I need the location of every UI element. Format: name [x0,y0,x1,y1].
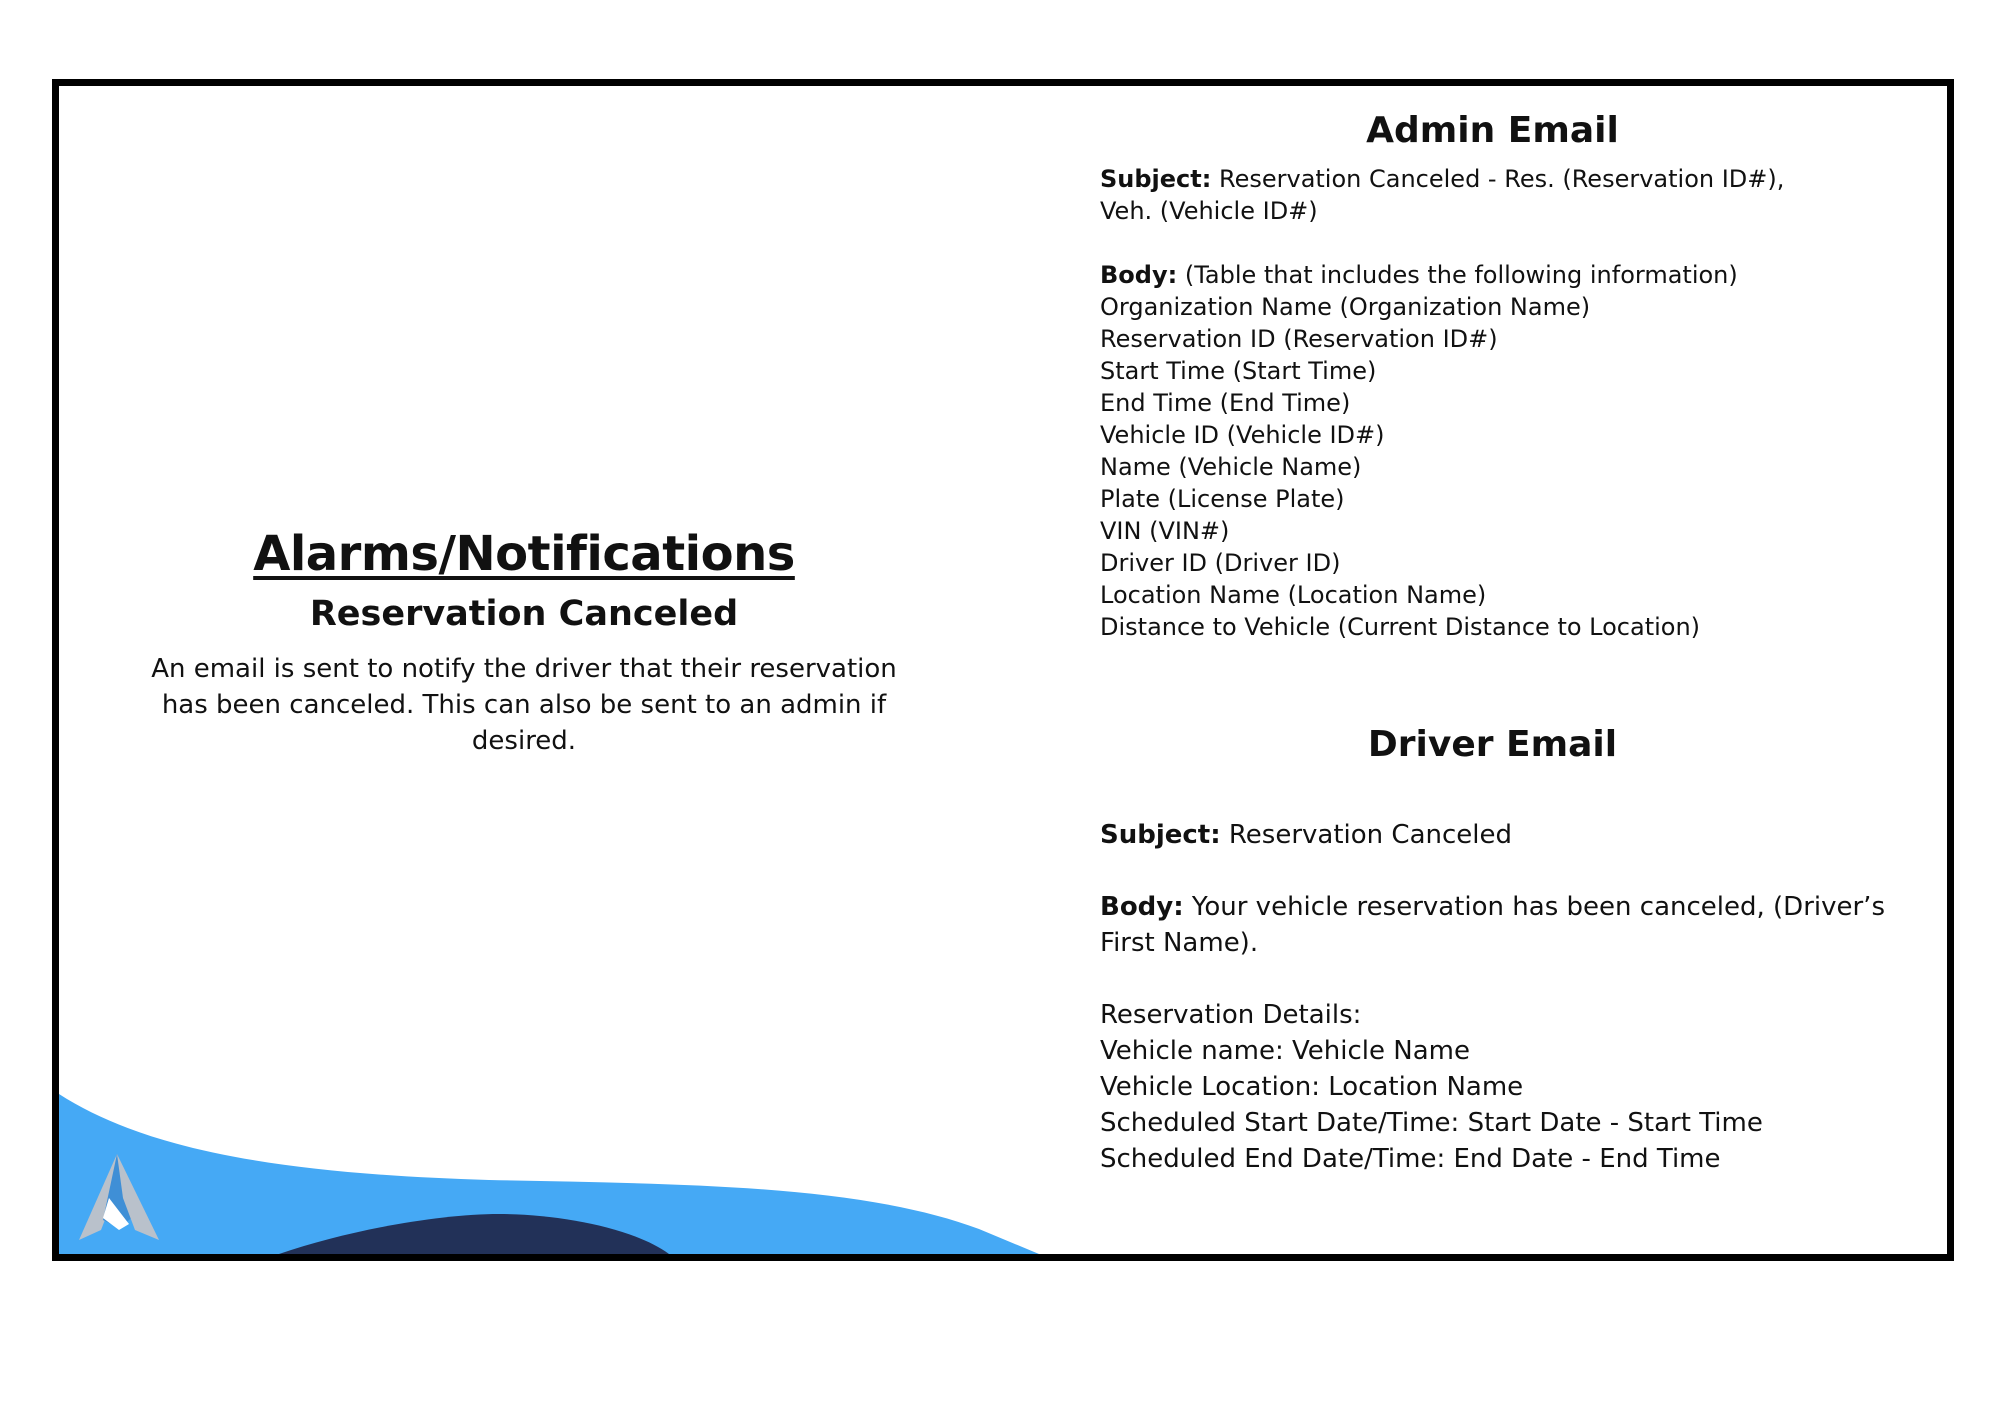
admin-subject-line-2: Veh. (Vehicle ID#) [1100,197,1318,225]
admin-body-line: Driver ID (Driver ID) [1100,549,1341,577]
admin-body-line: Plate (License Plate) [1100,485,1345,513]
decorative-wave [59,1094,1059,1254]
admin-body-line: Organization Name (Organization Name) [1100,293,1591,321]
driver-subject-text: Reservation Canceled [1220,820,1512,850]
admin-body-line: Reservation ID (Reservation ID#) [1100,325,1498,353]
admin-subject [1100,163,1885,227]
admin-body-intro: (Table that includes the following information) [1177,261,1738,289]
company-logo-icon [79,1154,165,1246]
driver-details-line: Vehicle name: Vehicle Name [1100,1036,1470,1066]
admin-email-section [1100,107,1885,643]
admin-email-heading: Admin Email [1366,110,1619,151]
admin-body-intro-line [1100,259,1885,291]
intro-description: An email is sent to notify the driver that their reservation has been canceled. This can also be sent to an admin if desired. [151,654,897,756]
driver-body-label: Body: [1100,892,1184,922]
admin-subject-text-1: Reservation Canceled - Res. (Reservation ID#), [1211,165,1785,193]
admin-body-line: Name (Vehicle Name) [1100,453,1362,481]
admin-body-line: End Time (End Time) [1100,389,1351,417]
driver-details-line: Reservation Details: [1100,1000,1362,1030]
admin-body-label: Body: [1100,261,1178,289]
driver-body-text: Your vehicle reservation has been canceled, (Driver’s First Name). [1100,892,1885,958]
driver-details-line: Vehicle Location: Location Name [1100,1072,1524,1102]
page-subtitle: Reservation Canceled [309,594,739,634]
driver-details [1100,997,1885,1177]
admin-body-line: Location Name (Location Name) [1100,581,1487,609]
driver-subject-label: Subject: [1100,820,1221,850]
email-panel [1100,107,1885,1177]
admin-body-line: Start Time (Start Time) [1100,357,1377,385]
intro-panel [124,523,924,759]
driver-email-heading: Driver Email [1367,724,1618,765]
admin-body-line: VIN (VIN#) [1100,517,1230,545]
admin-body-line: Vehicle ID (Vehicle ID#) [1100,421,1385,449]
driver-body [1100,889,1885,961]
driver-subject [1100,817,1885,853]
page-title: Alarms/Notifications [253,526,795,582]
admin-subject-label: Subject: [1100,165,1212,193]
admin-body-line: Distance to Vehicle (Current Distance to Location) [1100,613,1701,641]
admin-subject-line-1 [1100,163,1885,195]
slide-frame [52,79,1954,1261]
driver-email-section [1100,721,1885,1177]
driver-details-line: Scheduled End Date/Time: End Date - End Time [1100,1144,1721,1174]
admin-body [1100,259,1885,643]
driver-details-line: Scheduled Start Date/Time: Start Date - Start Time [1100,1108,1763,1138]
